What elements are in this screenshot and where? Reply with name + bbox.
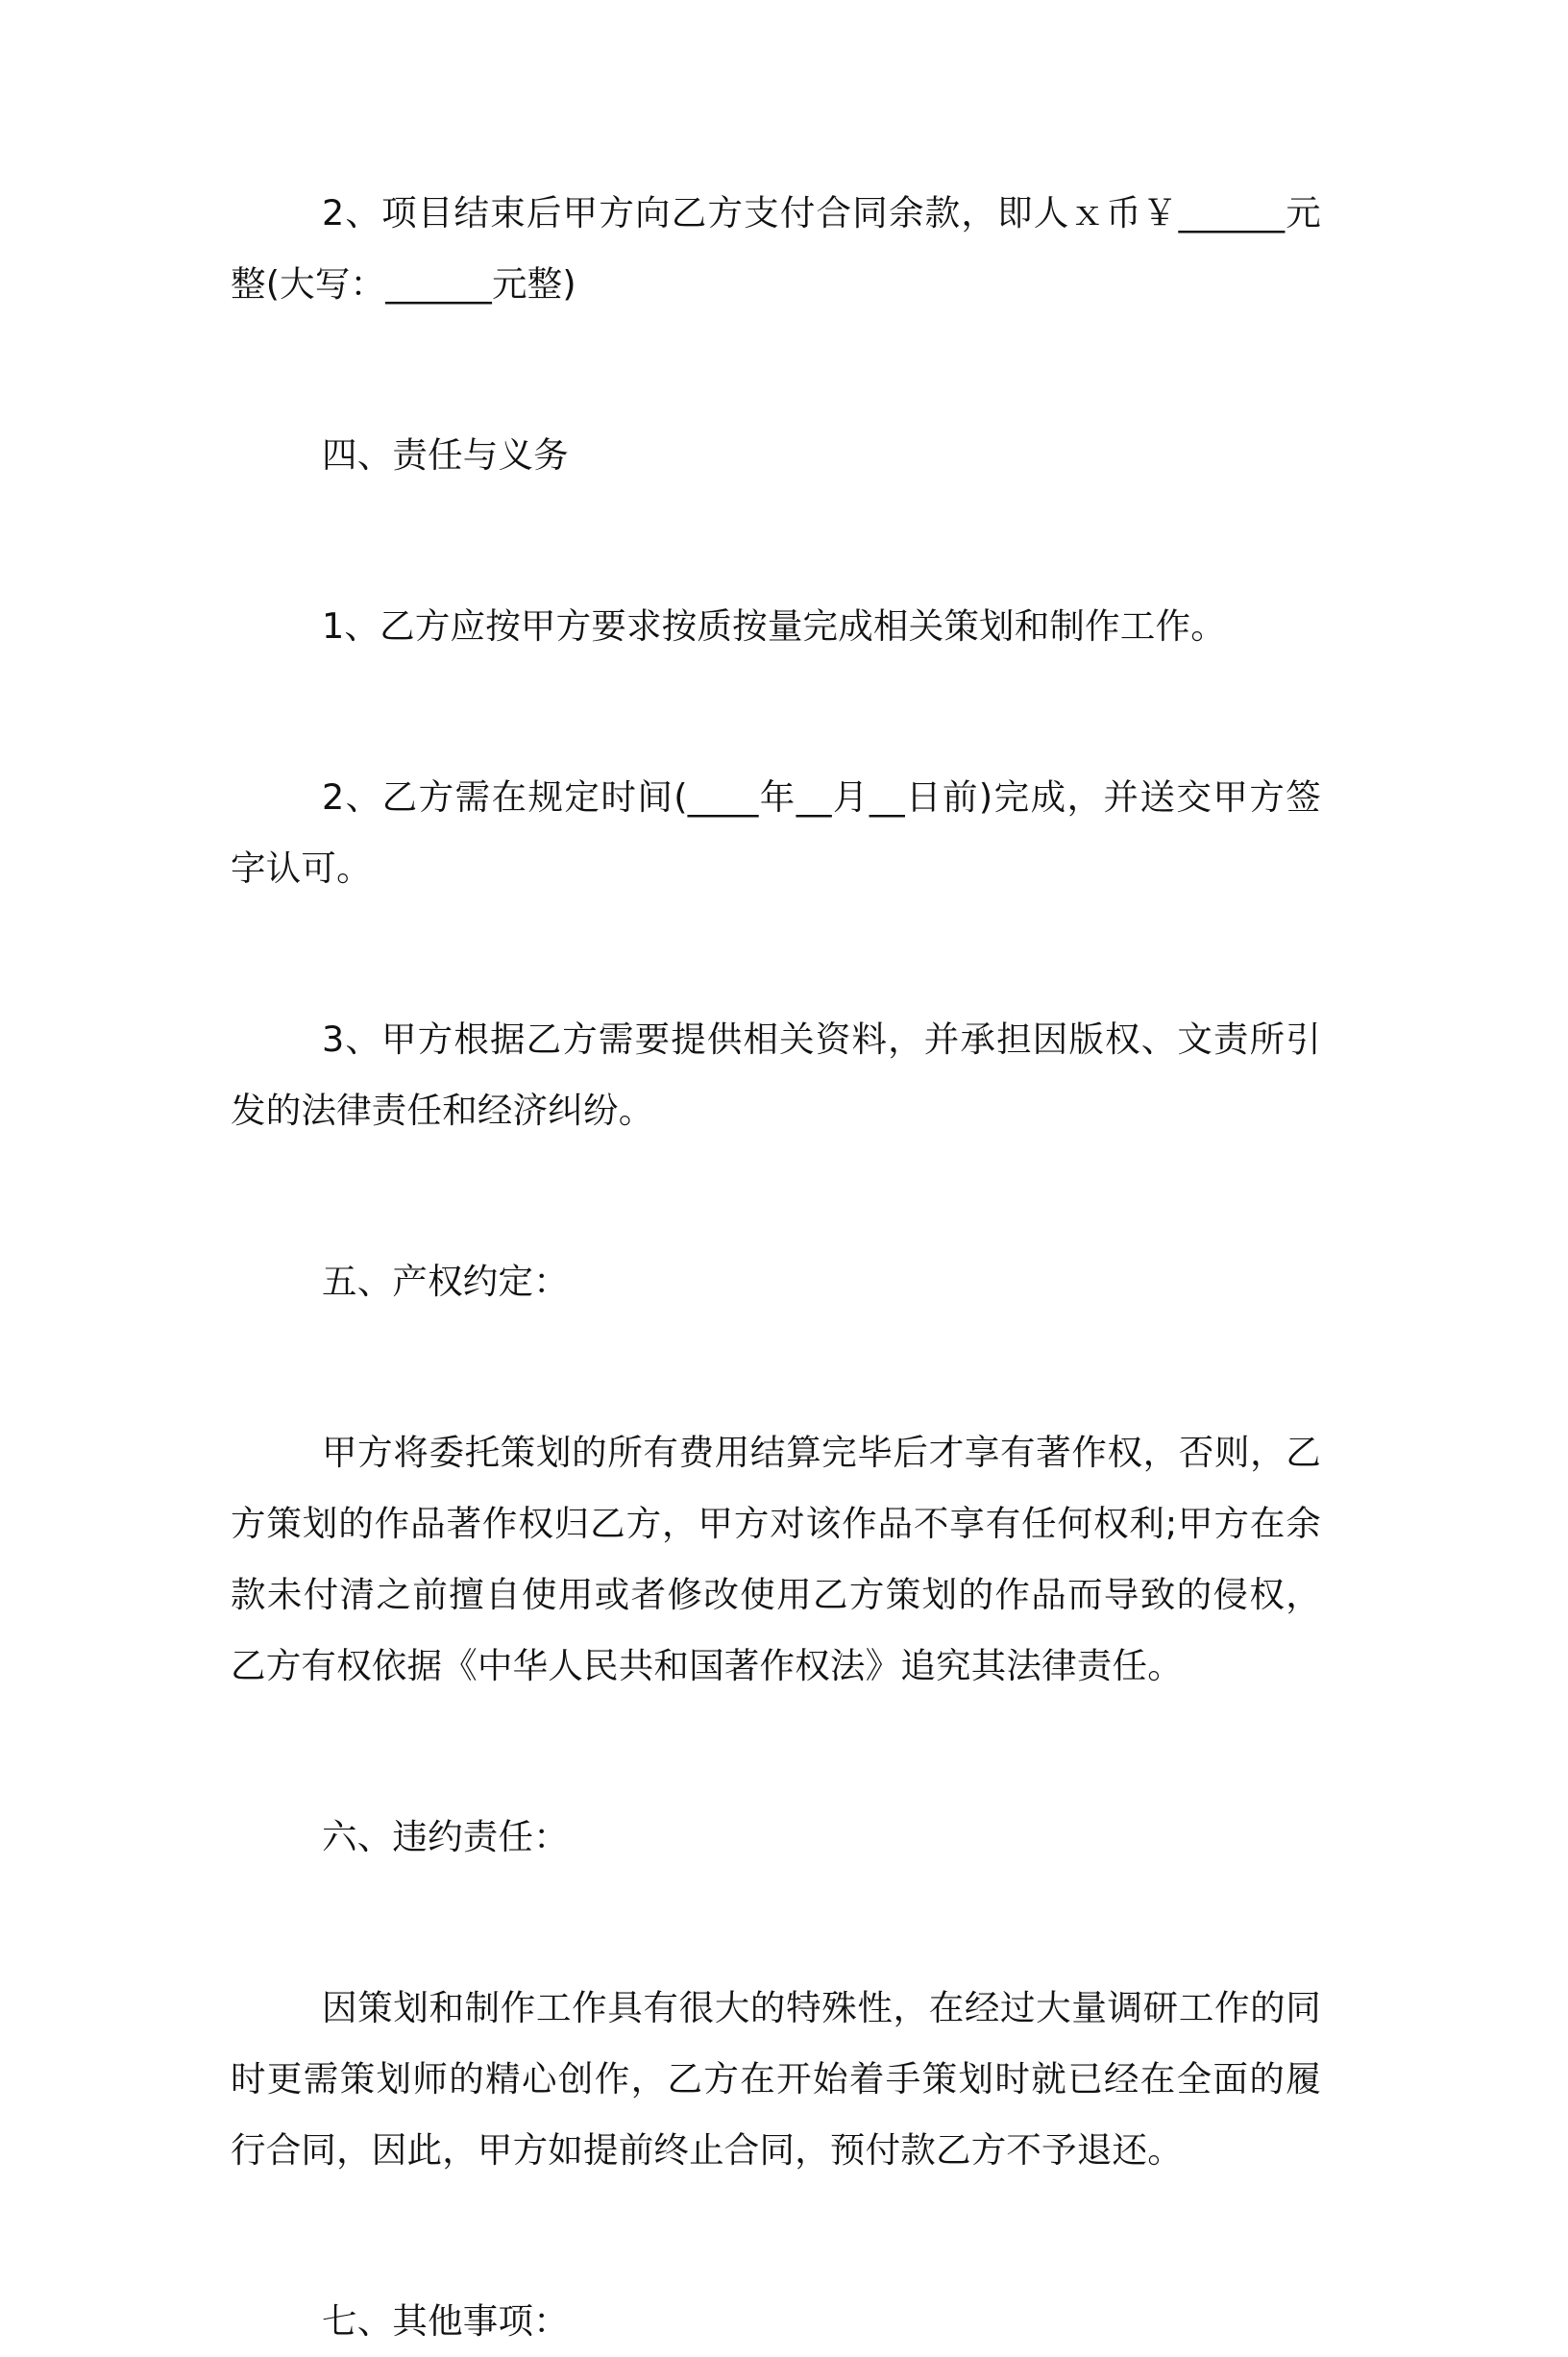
- clause-copyright: 甲方将委托策划的所有费用结算完毕后才享有著作权，否则，乙方策划的作品著作权归乙方，甲方对该作品不享有任何权利;甲方在余款未付清之前擅自使用或者修改使用乙方策划的作品而导致的侵权，乙方有权依据《中华人民共和国著作权法》追究其法律责任。: [231, 1432, 1321, 1686]
- section-heading-breach: 六、违约责任：: [322, 1816, 569, 1857]
- clause-deadline: 2、乙方需在规定时间(____年__月__日前)完成，并送交甲方签字认可。: [231, 776, 1321, 889]
- clause-materials-liability: 3、甲方根据乙方需要提供相关资料，并承担因版权、文责所引发的法律责任和经济纠纷。: [231, 1019, 1321, 1131]
- clause-no-refund: 因策划和制作工作具有很大的特殊性，在经过大量调研工作的同时更需策划师的精心创作，乙方在开始着手策划时就已经在全面的履行合同，因此，甲方如提前终止合同，预付款乙方不予退还。: [231, 1987, 1321, 2171]
- document-body: [231, 178, 1321, 2357]
- section-heading-responsibilities: 四、责任与义务: [322, 434, 569, 476]
- section-heading-property-rights: 五、产权约定：: [322, 1261, 569, 1302]
- clause-payment-balance: 2、项目结束后甲方向乙方支付合同余款，即人ｘ币￥______元整(大写：______元整): [231, 192, 1321, 305]
- section-heading-other-matters: 七、其他事项：: [322, 2300, 569, 2342]
- clause-quality-work: 1、乙方应按甲方要求按质按量完成相关策划和制作工作。: [322, 605, 1226, 647]
